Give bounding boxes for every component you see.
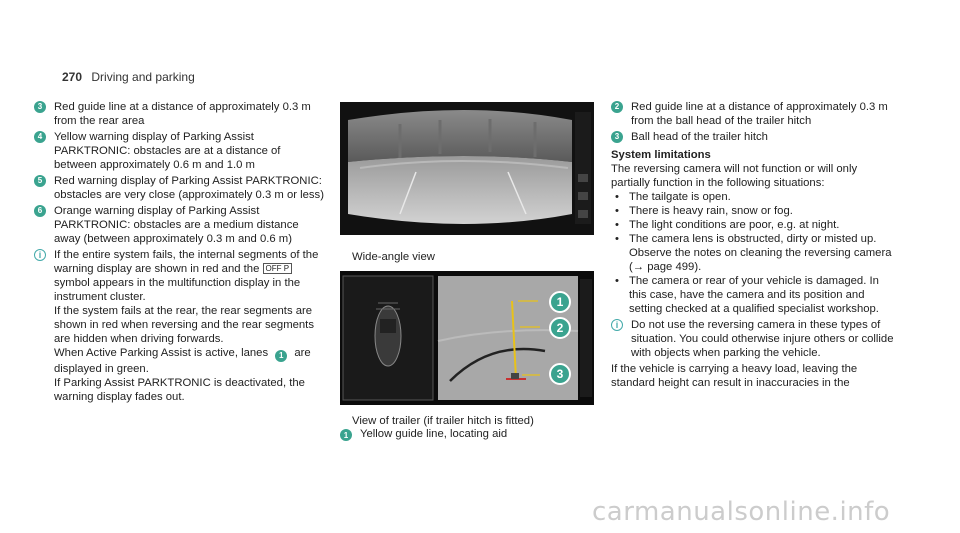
item-text: Red guide line at a distance of approximately 0.3 m from the rear area bbox=[54, 101, 311, 127]
info-note bbox=[611, 318, 897, 360]
bullet-text: The tailgate is open. bbox=[629, 191, 731, 203]
info-note bbox=[34, 248, 326, 404]
callout-2: 2 bbox=[549, 317, 571, 339]
intro-text: The reversing camera will not function or will only partially function in the following situations: bbox=[611, 163, 858, 189]
note-paragraph bbox=[54, 248, 326, 304]
item-text: Orange warning display of Parking Assist PARKTRONIC: obstacles are a medium distance away (between approximately 0.3 m and 0.6 m) bbox=[54, 205, 299, 245]
note-paragraph: If the system fails at the rear, the rear segments are shown in red when reversing and the rear segments are hidden when driving forwards. bbox=[54, 305, 314, 345]
note-paragraph: If Parking Assist PARKTRONIC is deactivated, the warning display fades out. bbox=[54, 377, 305, 403]
list-item bbox=[611, 130, 897, 144]
bullet-text: The camera or rear of your vehicle is damaged. In this case, have the camera and its position and setting checked at a qualified specialist workshop. bbox=[629, 275, 879, 315]
image-caption: View of trailer (if trailer hitch is fitted) bbox=[352, 415, 534, 427]
bullet-item: • There is heavy rain, snow or fog. bbox=[615, 205, 793, 217]
number-badge: 1 bbox=[340, 429, 352, 441]
list-item bbox=[34, 174, 326, 202]
list-item bbox=[34, 204, 326, 246]
item-text: Ball head of the trailer hitch bbox=[631, 131, 768, 143]
number-badge: 6 bbox=[34, 205, 46, 217]
note-text: If the entire system fails, the internal segments of the warning display are shown in red and the bbox=[54, 249, 319, 275]
list-item bbox=[340, 428, 507, 441]
bullet-text: There is heavy rain, snow or fog. bbox=[629, 205, 793, 217]
callout-3: 3 bbox=[549, 363, 571, 385]
callout-1: 1 bbox=[549, 291, 571, 313]
item-text: Red warning display of Parking Assist PARKTRONIC: obstacles are very close (approximately 0.3 m or less) bbox=[54, 175, 324, 201]
bullet-text: The camera lens is obstructed, dirty or misted up. Observe the notes on cleaning the reversing camera (→ page 499). bbox=[629, 233, 892, 273]
info-icon: i bbox=[34, 249, 46, 261]
page-header bbox=[62, 70, 195, 84]
section-heading: System limitations bbox=[611, 149, 711, 161]
info-icon: i bbox=[611, 319, 623, 331]
item-text: Red guide line at a distance of approximately 0.3 m from the ball head of the trailer hitch bbox=[631, 101, 888, 127]
bullet-item: • The camera or rear of your vehicle is damaged. In this case, have the camera and its position and setting checked at a qualified specialist workshop. bbox=[611, 274, 897, 316]
column-right bbox=[611, 100, 897, 390]
list-item bbox=[34, 100, 326, 128]
note-text: Do not use the reversing camera in these types of situation. You could otherwise injure others or collide with objects when parking the vehicle. bbox=[631, 319, 894, 359]
parktronic-off-symbol: OFF P bbox=[263, 263, 293, 274]
watermark-text: carmanualsonline.info bbox=[592, 497, 891, 527]
number-badge: 1 bbox=[275, 350, 287, 362]
note-text: are displayed in green. bbox=[54, 347, 311, 375]
image-caption: Wide-angle view bbox=[352, 251, 435, 263]
bullet-item: • The light conditions are poor, e.g. at night. bbox=[615, 219, 840, 231]
number-badge: 2 bbox=[611, 101, 623, 113]
item-text: Yellow guide line, locating aid bbox=[360, 428, 508, 440]
trailer-view-camera-image bbox=[340, 271, 594, 405]
list-item bbox=[34, 130, 326, 172]
bullet-item: • The tailgate is open. bbox=[615, 191, 731, 203]
number-badge: 3 bbox=[34, 101, 46, 113]
section-title: Driving and parking bbox=[91, 70, 195, 84]
wide-angle-camera-image bbox=[340, 102, 594, 235]
number-badge: 5 bbox=[34, 175, 46, 187]
page-number: 270 bbox=[62, 70, 83, 84]
item-text: Yellow warning display of Parking Assist PARKTRONIC: obstacles are at a distance of between approximately 0.6 m and 1.0 m bbox=[54, 131, 281, 171]
column-left bbox=[34, 100, 326, 404]
list-item bbox=[611, 100, 897, 128]
note-text: When Active Parking Assist is active, lanes bbox=[54, 347, 269, 359]
bullet-item: • The camera lens is obstructed, dirty or misted up. Observe the notes on cleaning the reversing camera (→ page 499). bbox=[611, 232, 897, 274]
note-text: symbol appears in the multifunction display in the instrument cluster. bbox=[54, 277, 301, 303]
note-paragraph bbox=[54, 346, 326, 376]
paragraph: If the vehicle is carrying a heavy load, leaving the standard height can result in inaccuracies in the bbox=[611, 363, 858, 389]
bullet-text: The light conditions are poor, e.g. at night. bbox=[629, 219, 840, 231]
number-badge: 3 bbox=[611, 131, 623, 143]
number-badge: 4 bbox=[34, 131, 46, 143]
